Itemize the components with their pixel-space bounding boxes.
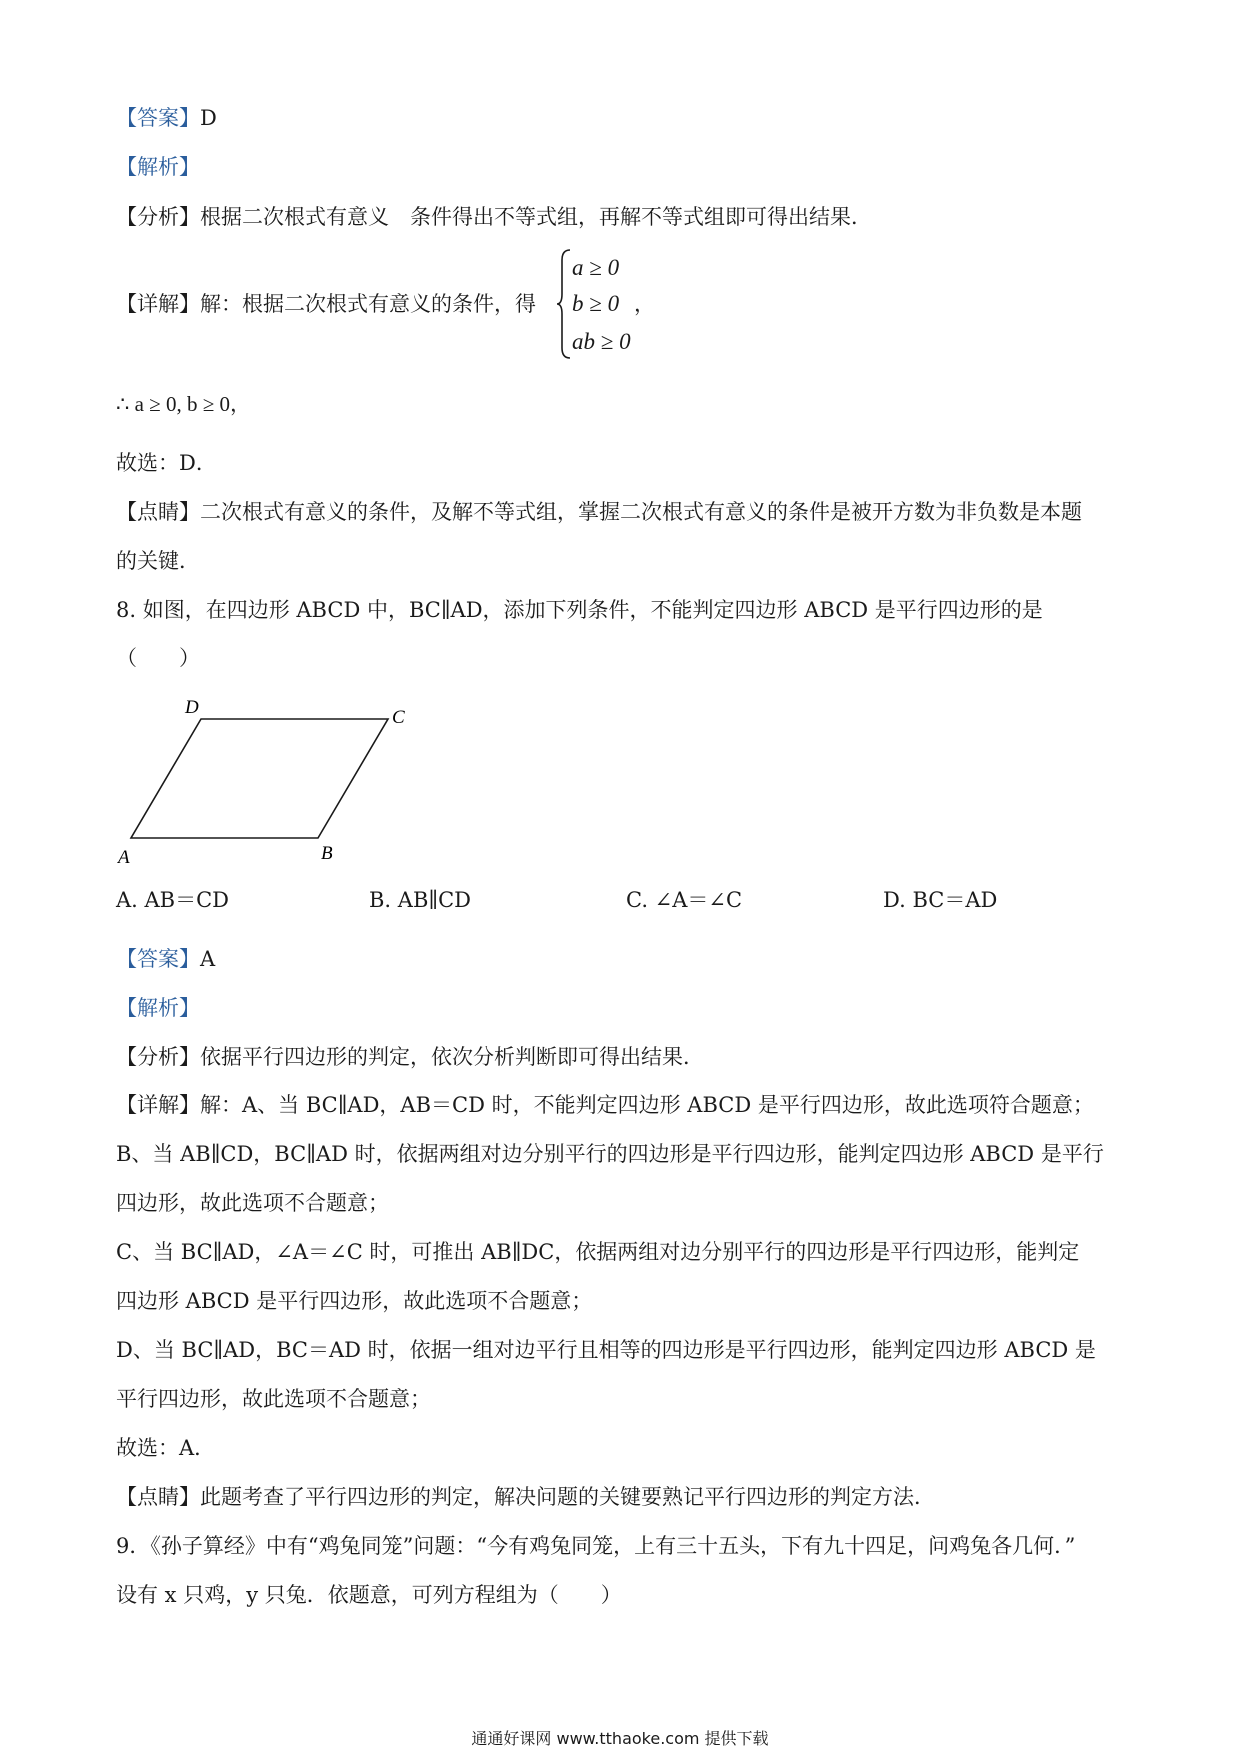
dianjing-tag: 【点睛】 [116, 500, 200, 524]
q8-detail-line4: C、当 BC∥AD，∠A＝∠C 时，可推出 AB∥DC，依据两组对边分别平行的四边形是平行四边形，能判定 [116, 1240, 1080, 1264]
detail-tag: 【详解】 [116, 292, 200, 316]
q8-stem-line1: 8. 如图，在四边形 ABCD 中，BC∥AD，添加下列条件，不能判定四边形 ABCD 是平行四边形的是 [116, 598, 1043, 622]
q8-choose: 故选：A． [116, 1436, 216, 1460]
answer-tag: 【答案】 [116, 947, 200, 971]
q8-analysis-tag: 【解析】 [116, 996, 200, 1020]
answer-value: A [200, 947, 216, 971]
q9-stem-line1: 9．《孙子算经》中有“鸡兔同笼”问题：“今有鸡兔同笼，上有三十五头，下有九十四足，问鸡兔各几何．” [116, 1534, 1076, 1558]
q7-dianjing-line [116, 502, 1082, 523]
system-eq-2: b ≥ 0 [572, 291, 620, 316]
q7-fenxi-line [116, 207, 872, 228]
vertex-label-d: D [185, 697, 199, 718]
system-eq-1: a ≥ 0 [572, 255, 620, 280]
option-b: B. AB∥CD [369, 888, 471, 912]
fenxi-tag: 【分析】 [116, 205, 200, 229]
parallelogram-figure [110, 695, 420, 875]
option-d: D. BC＝AD [883, 888, 998, 912]
page-footer: 通通好课网 www.tthaoke.com 提供下载 [471, 1729, 769, 1748]
dianjing-text: 二次根式有意义的条件，及解不等式组，掌握二次根式有意义的条件是被开方数为非负数是本题 [200, 500, 1082, 524]
q8-detail-line6: D、当 BC∥AD，BC＝AD 时，依据一组对边平行且相等的四边形是平行四边形，能判定四边形 ABCD 是 [116, 1338, 1096, 1362]
detail-tag: 【详解】 [116, 1093, 200, 1117]
q9-stem-line2: 设有 x 只鸡，y 只兔．依题意，可列方程组为（ ） [116, 1583, 622, 1607]
fenxi-text: 依据平行四边形的判定，依次分析判断即可得出结果． [200, 1045, 704, 1069]
q7-detail-line [116, 294, 536, 315]
q8-dianjing-line [116, 1487, 935, 1508]
vertex-label-b: B [321, 843, 333, 864]
dianjing-text: 此题考查了平行四边形的判定，解决问题的关键要熟记平行四边形的判定方法． [200, 1485, 935, 1509]
fenxi-tag: 【分析】 [116, 1045, 200, 1069]
q8-detail-line5: 四边形 ABCD 是平行四边形，故此选项不合题意； [116, 1289, 593, 1313]
vertex-label-a: A [118, 847, 130, 868]
q8-fenxi-line [116, 1047, 704, 1068]
q8-detail-line1 [116, 1095, 1094, 1116]
option-a: A. AB＝CD [116, 888, 230, 912]
left-brace-icon [556, 248, 572, 360]
q8-detail-line2: B、当 AB∥CD，BC∥AD 时，依据两组对边分别平行的四边形是平行四边形，能判定四边形 ABCD 是平行 [116, 1142, 1104, 1166]
q7-dianjing-line2: 的关键． [116, 549, 200, 573]
q8-detail-line3: 四边形，故此选项不合题意； [116, 1191, 389, 1215]
q8-stem-line2: （ ） [116, 646, 200, 670]
answer-tag: 【答案】 [116, 106, 200, 130]
system-eq-3: ab ≥ 0 [572, 329, 631, 354]
answer-value: D [200, 106, 217, 130]
fenxi-text: 根据二次根式有意义 条件得出不等式组，再解不等式组即可得出结果． [200, 205, 872, 229]
parallelogram-shape [131, 719, 388, 838]
therefore-line: ∴ a ≥ 0, b ≥ 0， [116, 392, 251, 416]
q7-answer-line [116, 108, 217, 129]
system-comma: ， [634, 292, 655, 316]
dianjing-tag: 【点睛】 [116, 1485, 200, 1509]
q7-analysis-tag: 【解析】 [116, 155, 200, 179]
option-c: C. ∠A＝∠C [626, 888, 743, 912]
q8-detail-line7: 平行四边形，故此选项不合题意； [116, 1387, 431, 1411]
vertex-label-c: C [392, 707, 405, 728]
detail-text: 解：A、当 BC∥AD，AB＝CD 时，不能判定四边形 ABCD 是平行四边形，故此选项符合题意； [200, 1093, 1094, 1117]
q7-choose: 故选：D． [116, 451, 217, 475]
q8-answer-line [116, 949, 215, 970]
detail-text: 解：根据二次根式有意义的条件，得 [200, 292, 536, 316]
